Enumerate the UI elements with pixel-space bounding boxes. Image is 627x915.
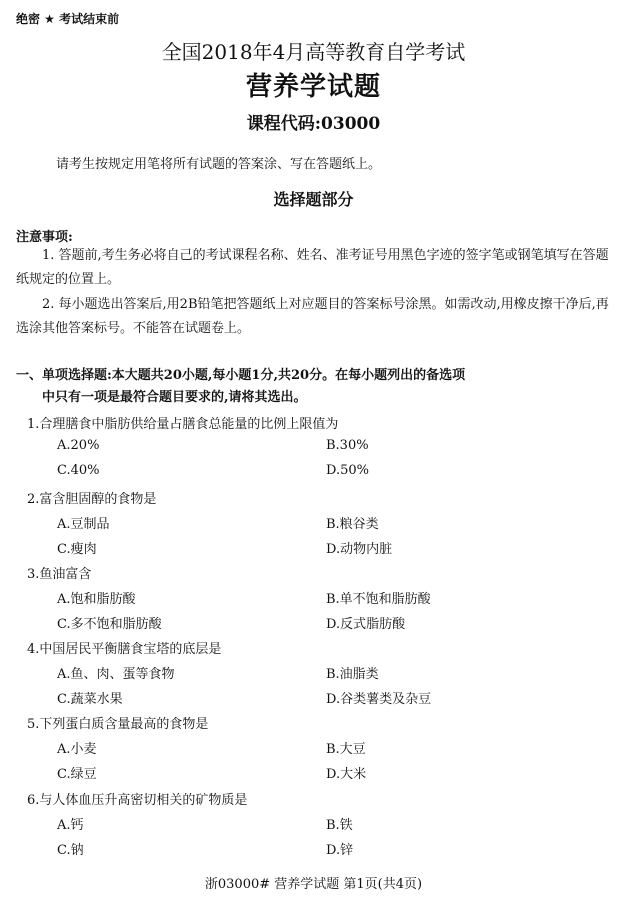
notes-heading: 注意事项:: [16, 230, 73, 245]
question-option: D.反式脂肪酸: [326, 617, 406, 632]
question-stem: 3.鱼油富含: [27, 567, 92, 582]
question-option: C.蔬菜水果: [57, 692, 123, 707]
part-one-heading: [16, 365, 616, 409]
question-option: A.钙: [57, 818, 84, 833]
question-option: D.谷类薯类及杂豆: [326, 692, 432, 707]
question-stem: 4.中国居民平衡膳食宝塔的底层是: [27, 642, 222, 657]
part-one-heading-line1: 一、单项选择题:本大题共20小题,每小题1分,共20分。在每小题列出的备选项: [16, 368, 466, 383]
section-title: 选择题部分: [273, 190, 354, 209]
question-option: B.油脂类: [326, 667, 379, 682]
question-option: D.动物内脏: [326, 542, 393, 557]
confidential-label: 绝密 ★ 考试结束前: [16, 12, 120, 26]
question-option: B.单不饱和脂肪酸: [326, 592, 431, 607]
question-option: A.鱼、肉、蛋等食物: [57, 667, 175, 682]
question-option: D.锌: [326, 843, 354, 858]
question-option: B.30%: [326, 438, 369, 453]
question-option: C.40%: [57, 463, 100, 478]
question-option: A.豆制品: [57, 517, 110, 532]
question-option: C.瘦肉: [57, 542, 97, 557]
subject-title: 营养学试题: [245, 72, 381, 102]
exam-title: 全国2018年4月高等教育自学考试: [161, 40, 466, 64]
question-option: B.铁: [326, 818, 353, 833]
question-stem: 5.下列蛋白质含量最高的食物是: [27, 717, 209, 732]
note-item: 2. 每小题选出答案后,用2B铅笔把答题纸上对应题目的答案标号涂黑。如需改动,用橡皮擦干净后,再选涂其他答案标号。不能答在试题卷上。: [16, 297, 609, 336]
answer-instruction: 请考生按规定用笔将所有试题的答案涂、写在答题纸上。: [56, 157, 382, 172]
question-option: C.钠: [57, 843, 84, 858]
question-option: A.小麦: [57, 742, 97, 757]
question-option: C.多不饱和脂肪酸: [57, 617, 162, 632]
question-stem: 1.合理膳食中脂肪供给量占膳食总能量的比例上限值为: [27, 417, 339, 432]
question-stem: 2.富含胆固醇的食物是: [27, 492, 157, 507]
question-option: A.饱和脂肪酸: [57, 592, 136, 607]
page-footer: 浙03000# 营养学试题 第1页(共4页): [204, 877, 423, 892]
note-item: 1. 答题前,考生务必将自己的考试课程名称、姓名、准考证号用黑色字迹的签字笔或钢笔填写在答题纸规定的位置上。: [16, 248, 609, 287]
question-option: D.50%: [326, 463, 369, 478]
question-stem: 6.与人体血压升高密切相关的矿物质是: [27, 793, 248, 808]
course-code: 课程代码:03000: [246, 114, 381, 134]
question-option: B.大豆: [326, 742, 366, 757]
question-option: A.20%: [57, 438, 100, 453]
part-one-heading-line2: 中只有一项是最符合题目要求的,请将其选出。: [42, 390, 307, 405]
question-option: C.绿豆: [57, 767, 97, 782]
question-option: D.大米: [326, 767, 367, 782]
question-option: B.粮谷类: [326, 517, 379, 532]
